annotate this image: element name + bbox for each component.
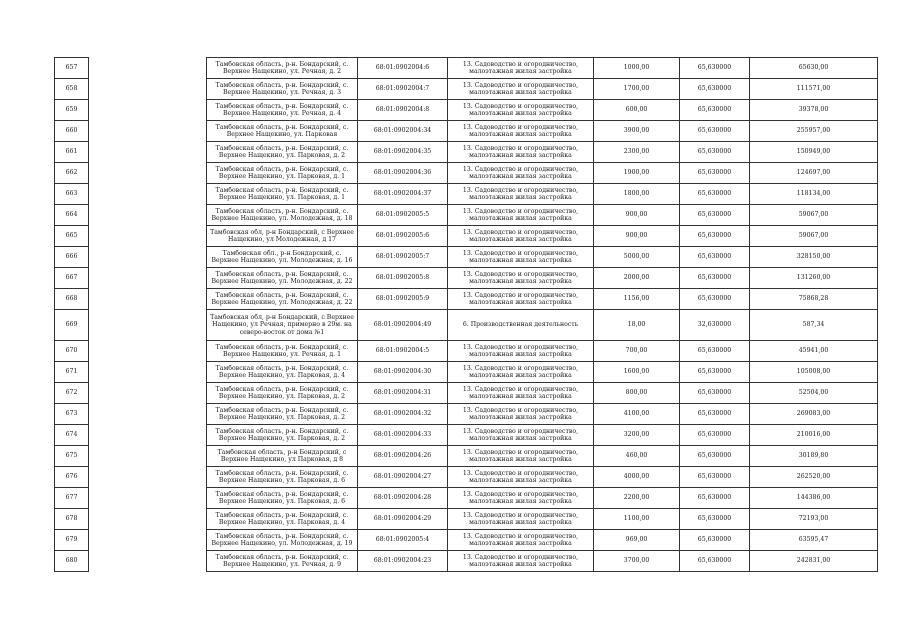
table-row: [55, 247, 878, 268]
cadastral-number-cell: 68:01:0902004:49: [358, 310, 448, 341]
address-cell: Тамбовская область, р-н. Бондарский, с. Верхнее Нащекино, ул. Парковая, д. 1: [207, 184, 358, 205]
cadastral-number-cell: 68:01:0902005:7: [358, 247, 448, 268]
cadastral-value-cell: 144386,00: [750, 488, 878, 509]
cadastral-number-cell: 68:01:0902004:5: [358, 341, 448, 362]
area-cell: 900,00: [594, 226, 680, 247]
row-number: 675: [55, 446, 89, 467]
table-row: [55, 58, 878, 79]
cadastral-value-cell: 39378,00: [750, 100, 878, 121]
cadastral-number-cell: 68:01:0902005:6: [358, 226, 448, 247]
cadastral-number-cell: 68:01:0902004:28: [358, 488, 448, 509]
spacer-cell: [89, 310, 207, 341]
area-cell: 5000,00: [594, 247, 680, 268]
table-row: [55, 467, 878, 488]
table-row: [55, 142, 878, 163]
land-use-cell: 13. Садоводство и огородничество, малоэтажная жилая застройка: [448, 268, 594, 289]
table-body: [55, 58, 878, 572]
land-use-cell: 13. Садоводство и огородничество, малоэтажная жилая застройка: [448, 404, 594, 425]
cadastral-number-cell: 68:01:0902004:33: [358, 425, 448, 446]
row-number: 657: [55, 58, 89, 79]
rate-cell: 65,630000: [680, 184, 750, 205]
area-cell: 1000,00: [594, 58, 680, 79]
address-cell: Тамбовская область, р-н. Бондарский, с. Верхнее Нащекино, ул. Парковая, д. 2: [207, 425, 358, 446]
land-use-cell: 13. Садоводство и огородничество, малоэтажная жилая застройка: [448, 488, 594, 509]
address-cell: Тамбовская область, р-н. Бондарский, с. Верхнее Нащекино, ул. Молодежная, д. 22: [207, 289, 358, 310]
spacer-cell: [89, 100, 207, 121]
cadastral-value-cell: 587,34: [750, 310, 878, 341]
land-use-cell: 13. Садоводство и огородничество, малоэтажная жилая застройка: [448, 121, 594, 142]
area-cell: 969,00: [594, 530, 680, 551]
cadastral-number-cell: 68:01:0902004:27: [358, 467, 448, 488]
row-number: 661: [55, 142, 89, 163]
cadastral-number-cell: 68:01:0902004:34: [358, 121, 448, 142]
cadastral-value-cell: 59067,00: [750, 226, 878, 247]
address-cell: Тамбовская область, р-н. Бондарский, с. Верхнее Нащекино, ул. Парковая, д. 2: [207, 142, 358, 163]
cadastral-number-cell: 68:01:0902004:32: [358, 404, 448, 425]
cadastral-value-cell: 242831,00: [750, 551, 878, 572]
address-cell: Тамбовская область, р-н. Бондарский, с. Верхнее Нащекино, ул. Парковая, д. 1: [207, 163, 358, 184]
address-cell: Тамбовская область, р-н. Бондарский, с. Верхнее Нащекино, ул. Речная, д. 1: [207, 341, 358, 362]
row-number: 676: [55, 467, 89, 488]
cadastral-value-cell: 111571,00: [750, 79, 878, 100]
address-cell: Тамбовская область, р-н. Бондарский, с. Верхнее Нащекино, ул. Парковая, д. 4: [207, 509, 358, 530]
spacer-cell: [89, 247, 207, 268]
cadastral-number-cell: 68:01:0902004:30: [358, 362, 448, 383]
cadastral-number-cell: 68:01:0902005:4: [358, 530, 448, 551]
cadastral-value-cell: 124697,00: [750, 163, 878, 184]
spacer-cell: [89, 142, 207, 163]
cadastral-value-cell: 328150,00: [750, 247, 878, 268]
spacer-cell: [89, 362, 207, 383]
table-row: [55, 341, 878, 362]
cadastral-value-cell: 262520,00: [750, 467, 878, 488]
land-use-cell: 13. Садоводство и огородничество, малоэтажная жилая застройка: [448, 142, 594, 163]
spacer-cell: [89, 289, 207, 310]
cadastral-number-cell: 68:01:0902005:8: [358, 268, 448, 289]
row-number: 673: [55, 404, 89, 425]
cadastral-value-cell: 72193,00: [750, 509, 878, 530]
table-row: [55, 226, 878, 247]
row-number: 662: [55, 163, 89, 184]
row-number: 679: [55, 530, 89, 551]
table-row: [55, 163, 878, 184]
table-row: [55, 289, 878, 310]
row-number: 663: [55, 184, 89, 205]
address-cell: Тамбовская область, р-н Бондарский, с Верхнее Нащекино, ул Парковая, д 8: [207, 446, 358, 467]
row-number: 677: [55, 488, 89, 509]
cadastral-number-cell: 68:01:0902004:23: [358, 551, 448, 572]
area-cell: 1156,00: [594, 289, 680, 310]
spacer-cell: [89, 404, 207, 425]
address-cell: Тамбовская обл., р-н Бондарский, с. Верхнее Нащекино, ул. Молодежная, д. 16: [207, 247, 358, 268]
land-use-cell: 6. Производственная деятельность: [448, 310, 594, 341]
area-cell: 1600,00: [594, 362, 680, 383]
cadastral-number-cell: 68:01:0902004:7: [358, 79, 448, 100]
land-use-cell: 13. Садоводство и огородничество, малоэтажная жилая застройка: [448, 226, 594, 247]
rate-cell: 65,630000: [680, 341, 750, 362]
land-use-cell: 13. Садоводство и огородничество, малоэтажная жилая застройка: [448, 289, 594, 310]
rate-cell: 65,630000: [680, 163, 750, 184]
spacer-cell: [89, 121, 207, 142]
cadastral-number-cell: 68:01:0902004:36: [358, 163, 448, 184]
rate-cell: 65,630000: [680, 446, 750, 467]
table-row: [55, 100, 878, 121]
rate-cell: 65,630000: [680, 467, 750, 488]
land-use-cell: 13. Садоводство и огородничество, малоэтажная жилая застройка: [448, 247, 594, 268]
cadastral-value-cell: 45941,00: [750, 341, 878, 362]
rate-cell: 65,630000: [680, 404, 750, 425]
row-number: 674: [55, 425, 89, 446]
rate-cell: 65,630000: [680, 247, 750, 268]
land-use-cell: 13. Садоводство и огородничество, малоэтажная жилая застройка: [448, 163, 594, 184]
rate-cell: 65,630000: [680, 205, 750, 226]
spacer-cell: [89, 488, 207, 509]
area-cell: 460,00: [594, 446, 680, 467]
table-row: [55, 446, 878, 467]
cadastral-number-cell: 68:01:0902004:37: [358, 184, 448, 205]
table-row: [55, 488, 878, 509]
area-cell: 3200,00: [594, 425, 680, 446]
address-cell: Тамбовская область, р-н. Бондарский, с. Верхнее Нащекино, ул. Речная, д. 4: [207, 100, 358, 121]
address-cell: Тамбовская область, р-н. Бондарский, с. Верхнее Нащекино, ул. Молодежная, д. 22: [207, 268, 358, 289]
land-use-cell: 13. Садоводство и огородничество, малоэтажная жилая застройка: [448, 79, 594, 100]
cadastral-value-cell: 269083,00: [750, 404, 878, 425]
cadastral-number-cell: 68:01:0902005:5: [358, 205, 448, 226]
row-number: 660: [55, 121, 89, 142]
area-cell: 2300,00: [594, 142, 680, 163]
row-number: 666: [55, 247, 89, 268]
table-row: [55, 268, 878, 289]
address-cell: Тамбовская область, р-н. Бондарский, с. Верхнее Нащекино, ул. Парковая, д. 2: [207, 404, 358, 425]
area-cell: 4100,00: [594, 404, 680, 425]
cadastral-value-cell: 105008,00: [750, 362, 878, 383]
area-cell: 18,00: [594, 310, 680, 341]
area-cell: 2200,00: [594, 488, 680, 509]
land-use-cell: 13. Садоводство и огородничество, малоэтажная жилая застройка: [448, 341, 594, 362]
row-number: 678: [55, 509, 89, 530]
land-use-cell: 13. Садоводство и огородничество, малоэтажная жилая застройка: [448, 362, 594, 383]
rate-cell: 65,630000: [680, 383, 750, 404]
cadastral-number-cell: 68:01:0902004:29: [358, 509, 448, 530]
cadastral-value-cell: 75868,28: [750, 289, 878, 310]
row-number: 667: [55, 268, 89, 289]
cadastral-value-cell: 150949,00: [750, 142, 878, 163]
row-number: 658: [55, 79, 89, 100]
table-row: [55, 121, 878, 142]
land-use-cell: 13. Садоводство и огородничество, малоэтажная жилая застройка: [448, 446, 594, 467]
cadastral-number-cell: 68:01:0902004:6: [358, 58, 448, 79]
area-cell: 800,00: [594, 383, 680, 404]
area-cell: 1800,00: [594, 184, 680, 205]
area-cell: 3700,00: [594, 551, 680, 572]
cadastral-value-cell: 118134,00: [750, 184, 878, 205]
spacer-cell: [89, 268, 207, 289]
row-number: 672: [55, 383, 89, 404]
row-number: 664: [55, 205, 89, 226]
rate-cell: 65,630000: [680, 362, 750, 383]
rate-cell: 65,630000: [680, 551, 750, 572]
land-use-cell: 13. Садоводство и огородничество, малоэтажная жилая застройка: [448, 467, 594, 488]
row-number: 680: [55, 551, 89, 572]
rate-cell: 65,630000: [680, 121, 750, 142]
cadastral-number-cell: 68:01:0902004:31: [358, 383, 448, 404]
row-number: 669: [55, 310, 89, 341]
land-use-cell: 13. Садоводство и огородничество, малоэтажная жилая застройка: [448, 509, 594, 530]
spacer-cell: [89, 163, 207, 184]
land-use-cell: 13. Садоводство и огородничество, малоэтажная жилая застройка: [448, 205, 594, 226]
table-row: [55, 205, 878, 226]
table-row: [55, 79, 878, 100]
address-cell: Тамбовская область, р-н. Бондарский, с. Верхнее Нащекино, ул. Парковая, д. 6: [207, 467, 358, 488]
cadastral-number-cell: 68:01:0902004:35: [358, 142, 448, 163]
table-row: [55, 310, 878, 341]
rate-cell: 65,630000: [680, 100, 750, 121]
address-cell: Тамбовская область, р-н. Бондарский, с. Верхнее Нащекино, ул. Парковая: [207, 121, 358, 142]
cadastral-value-cell: 30189,80: [750, 446, 878, 467]
address-cell: Тамбовская область, р-н. Бондарский, с. Верхнее Нащекино, ул. Парковая, д. 6: [207, 488, 358, 509]
table-row: [55, 425, 878, 446]
spacer-cell: [89, 551, 207, 572]
table-row: [55, 551, 878, 572]
address-cell: Тамбовская обл, р-н Бондарский, с Верхнее Нащекино, ул Молодежная, д 17: [207, 226, 358, 247]
spacer-cell: [89, 467, 207, 488]
cadastral-number-cell: 68:01:0902004:26: [358, 446, 448, 467]
spacer-cell: [89, 58, 207, 79]
cadastral-value-cell: 210016,00: [750, 425, 878, 446]
table-row: [55, 184, 878, 205]
address-cell: Тамбовская область, р-н. Бондарский, с. Верхнее Нащекино, ул. Молодежная, д. 19: [207, 530, 358, 551]
cadastral-number-cell: 68:01:0902005:9: [358, 289, 448, 310]
land-use-cell: 13. Садоводство и огородничество, малоэтажная жилая застройка: [448, 100, 594, 121]
table-row: [55, 383, 878, 404]
spacer-cell: [89, 205, 207, 226]
spacer-cell: [89, 341, 207, 362]
cadastral-number-cell: 68:01:0902004:8: [358, 100, 448, 121]
cadastral-value-cell: 59067,00: [750, 205, 878, 226]
rate-cell: 65,630000: [680, 425, 750, 446]
rate-cell: 65,630000: [680, 58, 750, 79]
cadastral-value-table: [54, 57, 878, 572]
spacer-cell: [89, 383, 207, 404]
spacer-cell: [89, 509, 207, 530]
area-cell: 1900,00: [594, 163, 680, 184]
address-cell: Тамбовская область, р-н. Бондарский, с. Верхнее Нащекино, ул. Речная, д. 9: [207, 551, 358, 572]
area-cell: 700,00: [594, 341, 680, 362]
cadastral-value-cell: 52504,00: [750, 383, 878, 404]
area-cell: 600,00: [594, 100, 680, 121]
rate-cell: 65,630000: [680, 488, 750, 509]
land-use-cell: 13. Садоводство и огородничество, малоэтажная жилая застройка: [448, 425, 594, 446]
address-cell: Тамбовская область, р-н. Бондарский, с. Верхнее Нащекино, ул. Речная, д. 3: [207, 79, 358, 100]
address-cell: Тамбовская область, р-н. Бондарский, с. Верхнее Нащекино, ул. Парковая, д. 4: [207, 362, 358, 383]
land-use-cell: 13. Садоводство и огородничество, малоэтажная жилая застройка: [448, 184, 594, 205]
rate-cell: 65,630000: [680, 268, 750, 289]
row-number: 670: [55, 341, 89, 362]
row-number: 671: [55, 362, 89, 383]
row-number: 668: [55, 289, 89, 310]
table-row: [55, 404, 878, 425]
area-cell: 1100,00: [594, 509, 680, 530]
rate-cell: 65,630000: [680, 289, 750, 310]
land-use-cell: 13. Садоводство и огородничество, малоэтажная жилая застройка: [448, 551, 594, 572]
rate-cell: 65,630000: [680, 530, 750, 551]
land-use-cell: 13. Садоводство и огородничество, малоэтажная жилая застройка: [448, 530, 594, 551]
area-cell: 2000,00: [594, 268, 680, 289]
row-number: 659: [55, 100, 89, 121]
area-cell: 900,00: [594, 205, 680, 226]
cadastral-value-cell: 131260,00: [750, 268, 878, 289]
table-row: [55, 530, 878, 551]
spacer-cell: [89, 530, 207, 551]
spacer-cell: [89, 446, 207, 467]
spacer-cell: [89, 425, 207, 446]
table-row: [55, 362, 878, 383]
rate-cell: 65,630000: [680, 142, 750, 163]
spacer-cell: [89, 184, 207, 205]
rate-cell: 65,630000: [680, 226, 750, 247]
area-cell: 1700,00: [594, 79, 680, 100]
address-cell: Тамбовская область, р-н. Бондарский, с. Верхнее Нащекино, ул. Речная, д. 2: [207, 58, 358, 79]
row-number: 665: [55, 226, 89, 247]
cadastral-value-cell: 63595,47: [750, 530, 878, 551]
address-cell: Тамбовская область, р-н. Бондарский, с. Верхнее Нащекино, ул. Молодежная, д. 18: [207, 205, 358, 226]
address-cell: Тамбовская обл, р-н Бондарский, с Верхнее Нащекино, ул Речная, примерно в 29м. на северо-восток от дома №1: [207, 310, 358, 341]
area-cell: 3900,00: [594, 121, 680, 142]
address-cell: Тамбовская область, р-н. Бондарский, с. Верхнее Нащекино, ул. Парковая, д. 2: [207, 383, 358, 404]
land-use-cell: 13. Садоводство и огородничество, малоэтажная жилая застройка: [448, 58, 594, 79]
cadastral-value-cell: 65630,00: [750, 58, 878, 79]
spacer-cell: [89, 79, 207, 100]
rate-cell: 65,630000: [680, 79, 750, 100]
rate-cell: 32,630000: [680, 310, 750, 341]
rate-cell: 65,630000: [680, 509, 750, 530]
cadastral-value-cell: 255957,00: [750, 121, 878, 142]
spacer-cell: [89, 226, 207, 247]
land-use-cell: 13. Садоводство и огородничество, малоэтажная жилая застройка: [448, 383, 594, 404]
area-cell: 4000,00: [594, 467, 680, 488]
table-row: [55, 509, 878, 530]
